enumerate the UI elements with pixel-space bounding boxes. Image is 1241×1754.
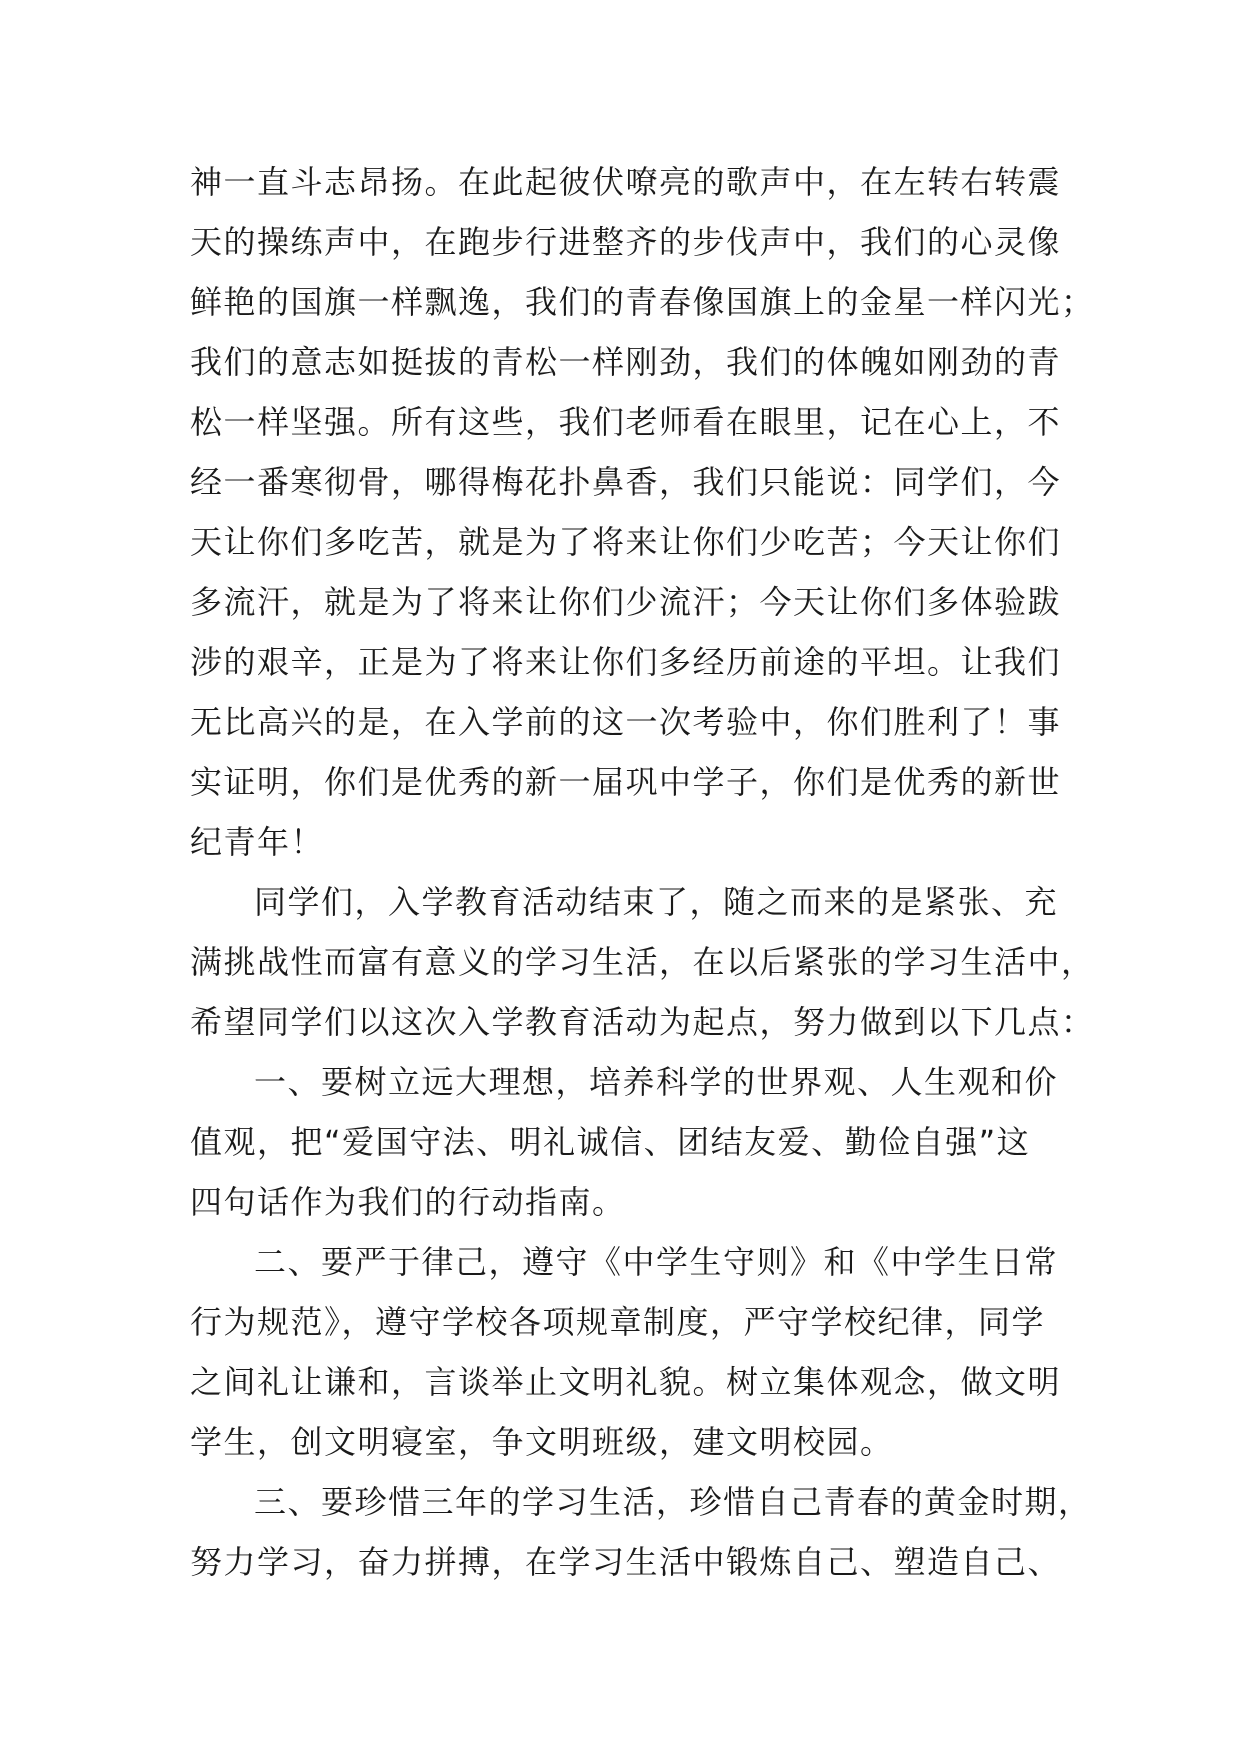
text-line: 鲜艳的国旗一样飘逸，我们的青春像国旗上的金星一样闪光； bbox=[190, 283, 1095, 321]
text-line: 涉的艰辛，正是为了将来让你们多经历前途的平坦。让我们 bbox=[190, 643, 1062, 681]
text-line: 纪青年！ bbox=[190, 823, 325, 861]
paragraph-start-line: 一、要树立远大理想，培养科学的世界观、人生观和价 bbox=[254, 1063, 1059, 1101]
text-line: 神一直斗志昂扬。在此起彼伏嘹亮的歌声中，在左转右转震 bbox=[190, 163, 1062, 201]
text-line: 四句话作为我们的行动指南。 bbox=[190, 1183, 626, 1221]
text-line: 经一番寒彻骨，哪得梅花扑鼻香，我们只能说：同学们，今 bbox=[190, 463, 1062, 501]
paragraph-start-line: 同学们，入学教育活动结束了，随之而来的是紧张、充 bbox=[254, 883, 1059, 921]
paragraph-start-line: 二、要严于律己，遵守《中学生守则》和《中学生日常 bbox=[254, 1243, 1059, 1281]
text-line: 行为规范》，遵守学校各项规章制度，严守学校纪律，同学 bbox=[190, 1303, 1046, 1341]
text-line: 之间礼让谦和，言谈举止文明礼貌。树立集体观念，做文明 bbox=[190, 1363, 1062, 1401]
document-body bbox=[190, 152, 1095, 1592]
text-line: 我们的意志如挺拔的青松一样刚劲，我们的体魄如刚劲的青 bbox=[190, 343, 1062, 381]
text-line: 希望同学们以这次入学教育活动为起点，努力做到以下几点： bbox=[190, 1003, 1095, 1041]
text-line: 值观，把“爱国守法、明礼诚信、团结友爱、勤俭自强”这 bbox=[190, 1123, 1031, 1161]
text-line: 无比高兴的是，在入学前的这一次考验中，你们胜利了！事 bbox=[190, 703, 1062, 741]
text-line: 多流汗，就是为了将来让你们少流汗；今天让你们多体验跋 bbox=[190, 583, 1062, 621]
text-line: 天的操练声中，在跑步行进整齐的步伐声中，我们的心灵像 bbox=[190, 223, 1062, 261]
text-line: 满挑战性而富有意义的学习生活，在以后紧张的学习生活中， bbox=[190, 943, 1095, 981]
text-line: 努力学习，奋力拼搏，在学习生活中锻炼自己、塑造自己、 bbox=[190, 1543, 1062, 1581]
text-line: 实证明，你们是优秀的新一届巩中学子，你们是优秀的新世 bbox=[190, 763, 1062, 801]
text-line: 学生，创文明寝室，争文明班级，建文明校园。 bbox=[190, 1423, 894, 1461]
paragraph-start-line: 三、要珍惜三年的学习生活，珍惜自己青春的黄金时期， bbox=[254, 1483, 1092, 1521]
text-line: 松一样坚强。所有这些，我们老师看在眼里，记在心上，不 bbox=[190, 403, 1062, 441]
text-line: 天让你们多吃苦，就是为了将来让你们少吃苦；今天让你们 bbox=[190, 523, 1062, 561]
